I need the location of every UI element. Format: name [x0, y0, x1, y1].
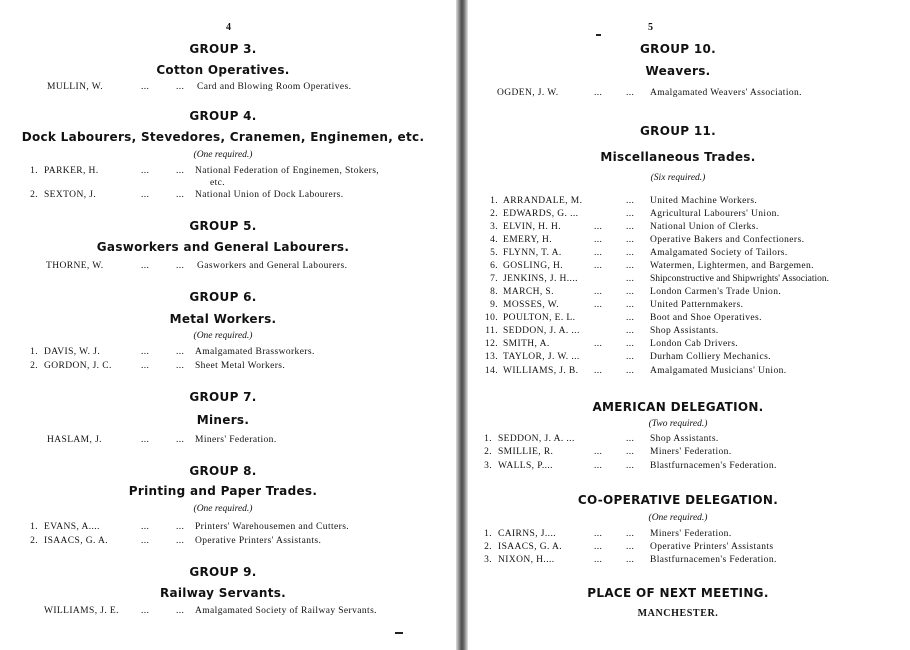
page-number: 5 — [648, 22, 653, 33]
leader-dots: ... — [176, 347, 185, 357]
union-name-continued: etc. — [210, 178, 226, 188]
delegate-name: ISAACS, G. A. — [44, 536, 109, 546]
row-number: 7. — [490, 274, 498, 284]
group-7-title: GROUP 7. — [189, 390, 257, 404]
union-name: United Patternmakers. — [650, 300, 744, 310]
row-number: 2. — [490, 209, 498, 219]
required-note: (One required.) — [648, 513, 708, 523]
leader-dots: ... — [626, 196, 635, 206]
row-number: 8. — [490, 287, 498, 297]
row-number: 3. — [490, 222, 498, 232]
leader-dots: ... — [626, 248, 635, 258]
leader-dots: ... — [626, 555, 635, 565]
leader-dots: ... — [594, 300, 603, 310]
union-name: National Union of Dock Labourers. — [195, 190, 344, 200]
delegate-name: MOSSES, W. — [503, 300, 560, 310]
leader-dots: ... — [594, 542, 603, 552]
delegate-row — [468, 352, 908, 364]
leader-dots: ... — [176, 361, 185, 371]
group-11-subtitle: Miscellaneous Trades. — [600, 150, 756, 164]
row-number: 1. — [484, 434, 492, 444]
union-name: Blastfurnacemen's Federation. — [650, 461, 777, 471]
leader-dots: ... — [626, 235, 635, 245]
delegate-name: ELVIN, H. H. — [503, 222, 562, 232]
union-name: Amalgamated Musicians' Union. — [650, 366, 787, 376]
row-number: 1. — [484, 529, 492, 539]
delegate-row — [468, 248, 908, 260]
required-note: (Two required.) — [648, 419, 708, 429]
delegate-name: EMERY, H. — [503, 235, 553, 245]
leader-dots: ... — [626, 274, 635, 284]
union-name: United Machine Workers. — [650, 196, 758, 206]
delegate-name: DAVIS, W. J. — [44, 347, 101, 357]
delegate-row — [468, 434, 908, 446]
delegate-row — [0, 347, 446, 359]
row-number: 11. — [485, 326, 498, 336]
leader-dots: ... — [141, 190, 150, 200]
group-8-title: GROUP 8. — [189, 464, 257, 478]
leader-dots: ... — [176, 190, 185, 200]
row-number: 2. — [484, 542, 492, 552]
leader-dots: ... — [176, 522, 185, 532]
row-number: 1. — [30, 347, 38, 357]
union-name: Shop Assistants. — [650, 326, 719, 336]
union-name: Miners' Federation. — [650, 447, 732, 457]
delegate-name: OGDEN, J. W. — [497, 88, 559, 98]
row-number: 2. — [30, 361, 38, 371]
page-number: 4 — [226, 22, 231, 33]
delegate-name: NIXON, H.... — [498, 555, 555, 565]
leader-dots: ... — [594, 461, 603, 471]
leader-dots: ... — [626, 542, 635, 552]
group-3-title: GROUP 3. — [189, 42, 257, 56]
leader-dots: ... — [176, 261, 185, 271]
leader-dots: ... — [141, 606, 150, 616]
leader-dots: ... — [176, 536, 185, 546]
leader-dots: ... — [141, 347, 150, 357]
union-name: Card and Blowing Room Operatives. — [197, 82, 352, 92]
union-name: Amalgamated Weavers' Association. — [650, 88, 802, 98]
delegate-name: WILLIAMS, J. E. — [44, 606, 119, 616]
union-name: Miners' Federation. — [195, 435, 277, 445]
row-number: 12. — [484, 339, 498, 349]
union-name: Amalgamated Society of Tailors. — [650, 248, 788, 258]
leader-dots: ... — [626, 447, 635, 457]
leader-dots: ... — [141, 522, 150, 532]
leader-dots: ... — [141, 166, 150, 176]
delegate-row — [468, 339, 908, 351]
delegate-row — [0, 190, 446, 202]
delegate-name: PARKER, H. — [44, 166, 99, 176]
delegate-name: SMILLIE, R. — [498, 447, 554, 457]
leader-dots: ... — [176, 166, 185, 176]
union-name: Sheet Metal Workers. — [195, 361, 286, 371]
delegate-row — [468, 235, 908, 247]
delegate-name: SEDDON, J. A. ... — [503, 326, 580, 336]
leader-dots: ... — [594, 529, 603, 539]
delegate-name: WILLIAMS, J. B. — [503, 366, 579, 376]
delegate-row — [0, 435, 446, 447]
union-name: Amalgamated Society of Railway Servants. — [195, 606, 377, 616]
delegate-row — [0, 361, 446, 373]
leader-dots: ... — [594, 339, 603, 349]
delegate-row — [468, 196, 908, 208]
cooperative-delegation-title: CO-OPERATIVE DELEGATION. — [577, 493, 779, 507]
union-name: Shop Assistants. — [650, 434, 719, 444]
row-number: 14. — [484, 366, 498, 376]
union-name: Operative Printers' Assistants. — [195, 536, 322, 546]
delegate-name: SEDDON, J. A. ... — [498, 434, 575, 444]
delegate-name: ARRANDALE, M. — [503, 196, 583, 206]
leader-dots: ... — [176, 435, 185, 445]
delegate-row — [468, 461, 908, 473]
next-meeting-title: PLACE OF NEXT MEETING. — [587, 586, 769, 600]
delegate-row — [468, 447, 908, 459]
leader-dots: ... — [141, 435, 150, 445]
group-5-subtitle: Gasworkers and General Labourers. — [96, 240, 350, 254]
row-number: 1. — [30, 522, 38, 532]
group-8-subtitle: Printing and Paper Trades. — [128, 484, 318, 498]
leader-dots: ... — [626, 222, 635, 232]
delegate-row — [468, 209, 908, 221]
delegate-name: JENKINS, J. H.... — [503, 274, 578, 284]
leader-dots: ... — [594, 555, 603, 565]
group-4-subtitle: Dock Labourers, Stevedores, Cranemen, Enginemen, etc. — [21, 130, 425, 144]
required-note: (One required.) — [193, 331, 253, 341]
delegate-row — [468, 274, 908, 286]
delegate-row — [0, 166, 446, 178]
leader-dots: ... — [626, 300, 635, 310]
group-3-subtitle: Cotton Operatives. — [156, 63, 290, 77]
leader-dots: ... — [626, 434, 635, 444]
row-number: 10. — [484, 313, 498, 323]
delegate-name: SMITH, A. — [503, 339, 550, 349]
delegate-name: SEXTON, J. — [44, 190, 97, 200]
leader-dots: ... — [594, 366, 603, 376]
group-6-subtitle: Metal Workers. — [169, 312, 277, 326]
union-name: Operative Bakers and Confectioners. — [650, 235, 805, 245]
leader-dots: ... — [176, 82, 185, 92]
delegate-row — [468, 88, 908, 100]
delegate-row — [468, 555, 908, 567]
delegate-row — [468, 222, 908, 234]
group-7-subtitle: Miners. — [196, 413, 250, 427]
delegate-row — [468, 313, 908, 325]
row-number: 2. — [484, 447, 492, 457]
row-number: 1. — [490, 196, 498, 206]
leader-dots: ... — [141, 361, 150, 371]
leader-dots: ... — [594, 447, 603, 457]
leader-dots: ... — [626, 461, 635, 471]
row-number: 5. — [490, 248, 498, 258]
group-11-title: GROUP 11. — [640, 124, 716, 138]
row-number: 3. — [484, 461, 492, 471]
leader-dots: ... — [594, 222, 603, 232]
leader-dots: ... — [626, 287, 635, 297]
american-delegation-title: AMERICAN DELEGATION. — [592, 400, 764, 414]
union-name: London Cab Drivers. — [650, 339, 739, 349]
leader-dots: ... — [626, 326, 635, 336]
ink-mark — [395, 632, 403, 634]
union-name: Printers' Warehousemen and Cutters. — [195, 522, 350, 532]
delegate-row — [468, 529, 908, 541]
row-number: 3. — [484, 555, 492, 565]
leader-dots: ... — [594, 88, 603, 98]
group-9-title: GROUP 9. — [189, 565, 257, 579]
delegate-name: FLYNN, T. A. — [503, 248, 562, 258]
delegate-name: WALLS, P.... — [498, 461, 553, 471]
group-5-title: GROUP 5. — [189, 219, 257, 233]
delegate-row — [468, 300, 908, 312]
page-5 — [468, 0, 910, 650]
delegate-name: HASLAM, J. — [47, 435, 102, 445]
leader-dots: ... — [594, 261, 603, 271]
delegate-name: GORDON, J. C. — [44, 361, 112, 371]
delegate-name: THORNE, W. — [46, 261, 104, 271]
group-9-subtitle: Railway Servants. — [159, 586, 287, 600]
union-name: Gasworkers and General Labourers. — [197, 261, 348, 271]
union-name: Miners' Federation. — [650, 529, 732, 539]
leader-dots: ... — [141, 536, 150, 546]
book-gutter — [456, 0, 468, 650]
delegate-row — [468, 366, 908, 378]
leader-dots: ... — [626, 366, 635, 376]
leader-dots: ... — [176, 606, 185, 616]
union-name: Operative Printers' Assistants — [650, 542, 774, 552]
delegate-name: EDWARDS, G. ... — [503, 209, 579, 219]
union-name: Amalgamated Brassworkers. — [195, 347, 315, 357]
union-name: Blastfurnacemen's Federation. — [650, 555, 777, 565]
leader-dots: ... — [626, 352, 635, 362]
ink-mark — [596, 34, 601, 36]
group-6-title: GROUP 6. — [189, 290, 257, 304]
union-name: Boot and Shoe Operatives. — [650, 313, 762, 323]
required-note: (One required.) — [193, 150, 253, 160]
delegate-row — [0, 606, 446, 618]
union-name: Shipconstructive and Shipwrights' Association. — [650, 274, 830, 284]
group-10-subtitle: Weavers. — [645, 64, 711, 78]
required-note: (One required.) — [193, 504, 253, 514]
leader-dots: ... — [626, 339, 635, 349]
leader-dots: ... — [626, 209, 635, 219]
leader-dots: ... — [626, 88, 635, 98]
delegate-row — [0, 522, 446, 534]
group-4-title: GROUP 4. — [189, 109, 257, 123]
leader-dots: ... — [594, 235, 603, 245]
row-number: 1. — [30, 166, 38, 176]
delegate-name: POULTON, E. L. — [503, 313, 576, 323]
row-number: 2. — [30, 536, 38, 546]
union-name: Watermen, Lightermen, and Bargemen. — [650, 261, 814, 271]
next-meeting-place: MANCHESTER. — [637, 608, 719, 619]
row-number: 4. — [490, 235, 498, 245]
leader-dots: ... — [594, 248, 603, 258]
union-name: Durham Colliery Mechanics. — [650, 352, 771, 362]
row-number: 2. — [30, 190, 38, 200]
leader-dots: ... — [141, 82, 150, 92]
union-name: London Carmen's Trade Union. — [650, 287, 782, 297]
leader-dots: ... — [594, 287, 603, 297]
leader-dots: ... — [626, 313, 635, 323]
delegate-name: CAIRNS, J.... — [498, 529, 556, 539]
delegate-name: EVANS, A.... — [44, 522, 100, 532]
delegate-row — [468, 542, 908, 554]
delegate-name: TAYLOR, J. W. ... — [503, 352, 580, 362]
leader-dots: ... — [141, 261, 150, 271]
leader-dots: ... — [626, 529, 635, 539]
required-note: (Six required.) — [650, 173, 706, 183]
delegate-row — [0, 536, 446, 548]
delegate-name: ISAACS, G. A. — [498, 542, 563, 552]
union-name: Agricultural Labourers' Union. — [650, 209, 780, 219]
union-name: National Federation of Enginemen, Stokers, — [195, 166, 380, 176]
delegate-row — [0, 82, 446, 94]
union-name: National Union of Clerks. — [650, 222, 759, 232]
delegate-row — [468, 326, 908, 338]
delegate-row — [468, 287, 908, 299]
delegate-row — [0, 261, 446, 273]
delegate-name: MARCH, S. — [503, 287, 554, 297]
delegate-name: GOSLING, H. — [503, 261, 564, 271]
leader-dots: ... — [626, 261, 635, 271]
row-number: 9. — [490, 300, 498, 310]
delegate-name: MULLIN, W. — [47, 82, 103, 92]
row-number: 6. — [490, 261, 498, 271]
delegate-row — [468, 261, 908, 273]
group-10-title: GROUP 10. — [640, 42, 716, 56]
row-number: 13. — [484, 352, 498, 362]
